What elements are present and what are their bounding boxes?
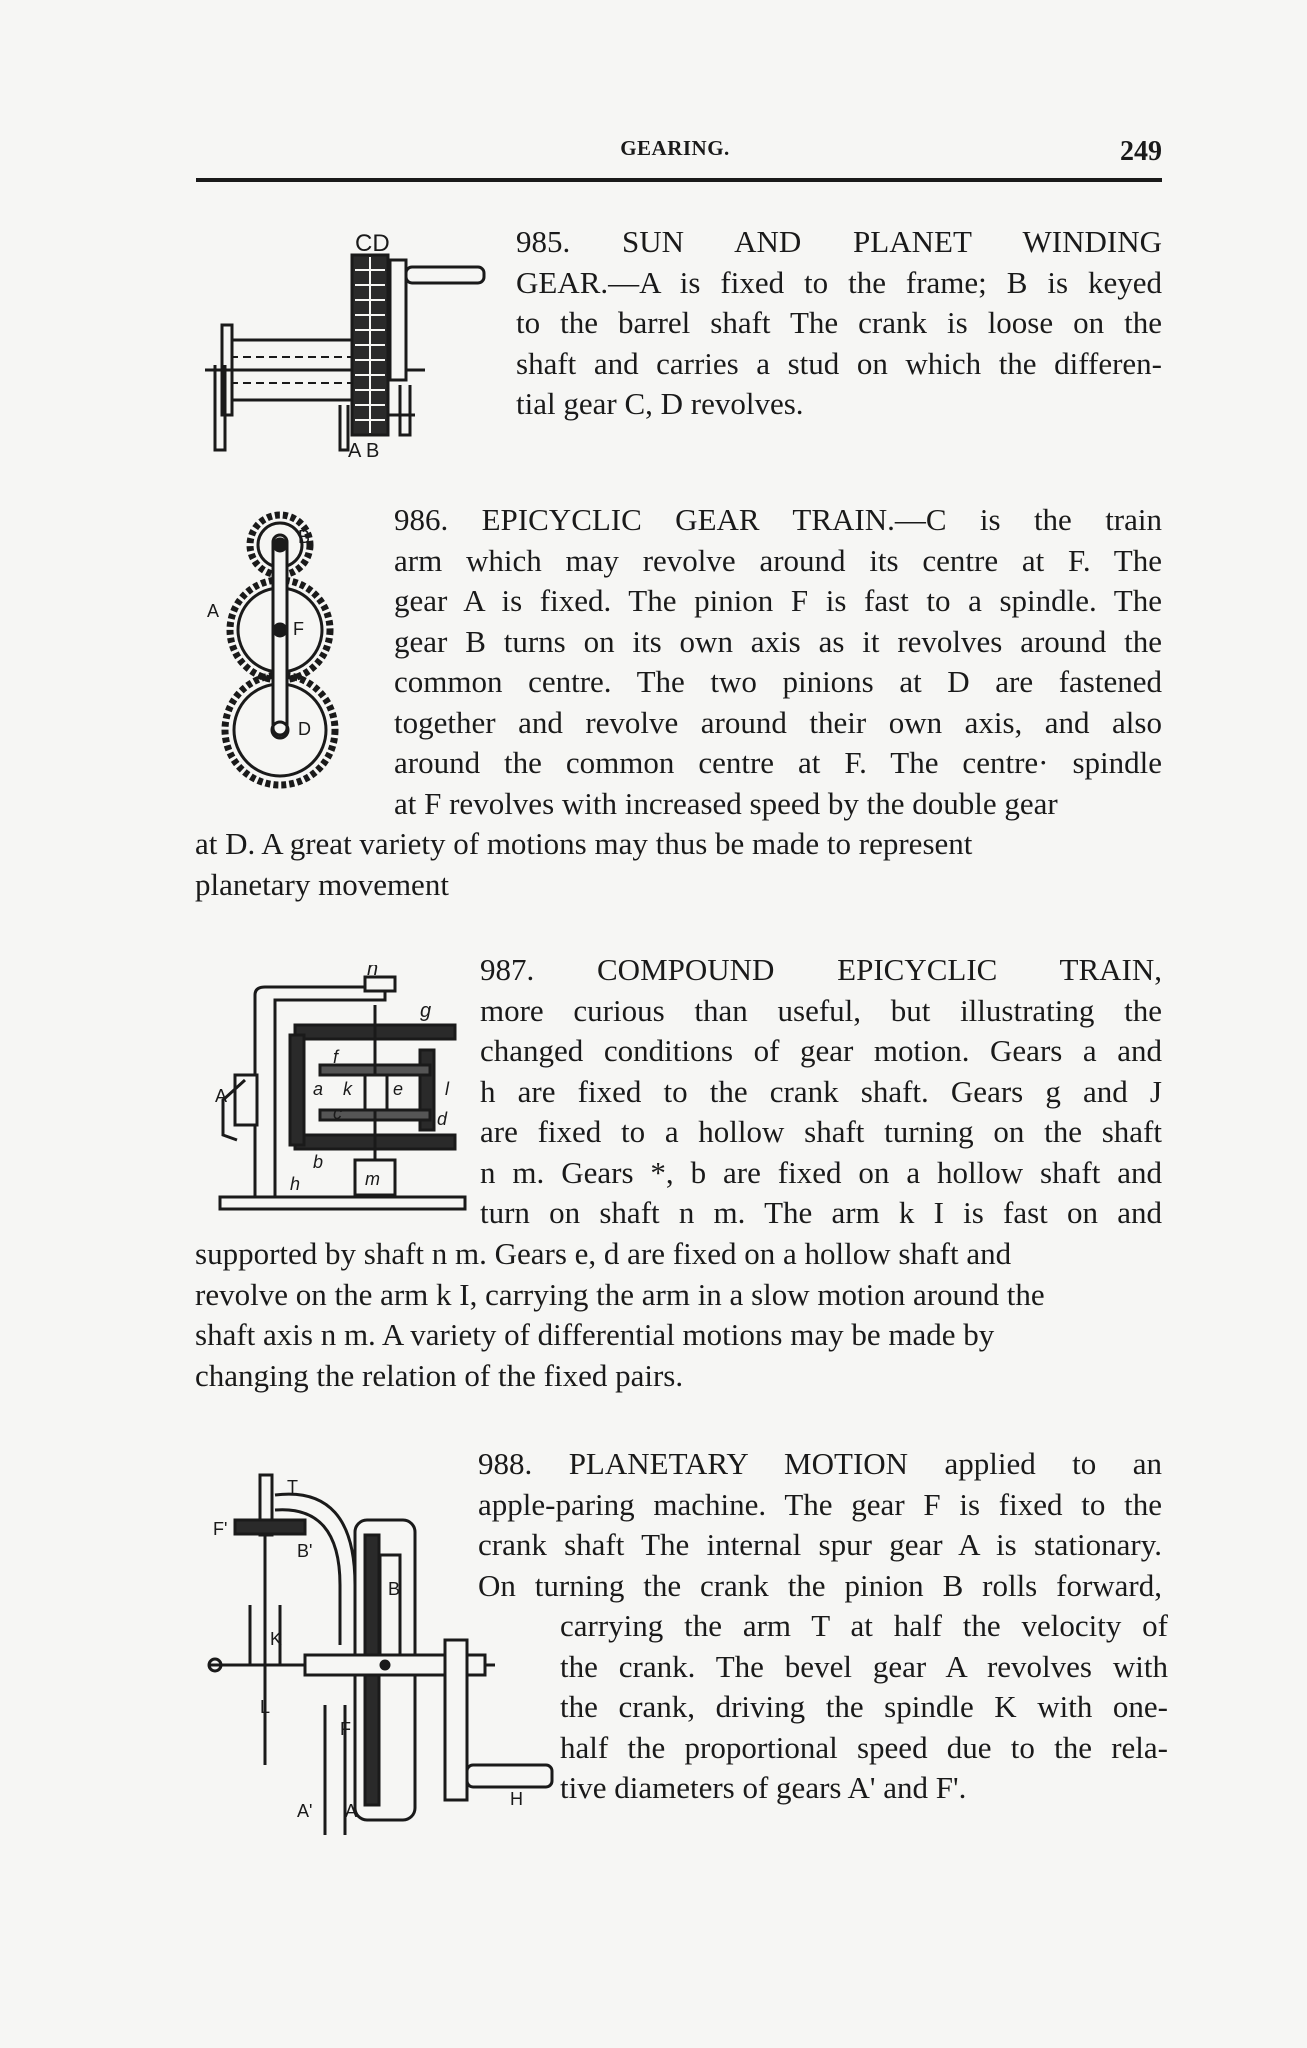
figure-986-epicyclic-train [205, 495, 355, 795]
text-line: shaft axis n m. A variety of differential motions may be made by [195, 1317, 995, 1352]
fig988-label-b-prime: B' [297, 1541, 313, 1561]
text-line: to the barrel shaft The crank is loose on the [516, 305, 1162, 340]
fig987-label-m: m [365, 1169, 380, 1189]
fig986-label-b: B [298, 527, 311, 547]
text-line: at F revolves with increased speed by the double gear [394, 785, 1058, 821]
fig988-label-b: B [388, 1579, 401, 1599]
paragraph-988-continued [560, 1606, 1168, 1809]
fig988-label-h: H [510, 1789, 523, 1809]
fig986-label-f: F [293, 619, 304, 639]
fig988-label-k: K [270, 1629, 283, 1649]
text-line: around the common centre at F. The centre· spindle [394, 745, 1162, 780]
fig987-label-h: h [290, 1174, 301, 1194]
fig985-label-cd: CD [355, 230, 390, 257]
figure-985-winding-gear [200, 225, 500, 465]
text-line: arm which may revolve around its centre at F. The [394, 542, 1162, 578]
fig987-label-e: e [393, 1079, 404, 1099]
page-number: 249 [1120, 136, 1162, 167]
text-line: revolve on the arm k I, carrying the arm in a slow motion around the [195, 1276, 1045, 1312]
header-rule [196, 178, 1162, 182]
fig987-label-a: a [313, 1079, 324, 1099]
text-line: changed conditions of gear motion. Gears a and [480, 1033, 1162, 1068]
text-line: the crank, driving the spindle K with one- [560, 1689, 1168, 1724]
fig987-label-n: n [367, 965, 379, 980]
fig986-label-d: D [298, 719, 311, 739]
text-line: On turning the crank the pinion B rolls forward, [478, 1567, 1162, 1603]
text-line: together and revolve around their own axis, and also [394, 704, 1162, 740]
text-line: half the proportional speed due to the rela- [560, 1729, 1168, 1765]
text-line: are fixed to a hollow shaft turning on the shaft [480, 1114, 1162, 1149]
text-line: more curious than useful, but illustrating the [480, 992, 1162, 1028]
fig988-label-t: T [287, 1477, 298, 1497]
fig985-label-a: A [348, 440, 362, 462]
text-line: h are fixed to the crank shaft. Gears g and J [480, 1073, 1162, 1109]
text-line: planetary movement [195, 866, 449, 902]
text-line: supported by shaft n m. Gears e, d are fixed on a hollow shaft and [195, 1236, 1012, 1271]
running-header: GEARING. [620, 136, 730, 160]
text-line: GEAR.—A is fixed to the frame; B is keyed [516, 264, 1162, 300]
text-line: the crank. The bevel gear A revolves with [560, 1648, 1168, 1684]
fig987-label-g: g [420, 1000, 432, 1022]
fig987-label-l: l [445, 1079, 449, 1099]
fig988-label-f-prime: F' [213, 1519, 228, 1539]
text-line: common centre. The two pinions at D are fastened [394, 664, 1162, 699]
paragraph-986-continued [195, 824, 1162, 905]
text-line: 986. EPICYCLIC GEAR TRAIN.—C is the train [394, 502, 1162, 537]
text-line: 988. PLANETARY MOTION applied to an [478, 1446, 1162, 1481]
text-line: turn on shaft n m. The arm k I is fast on and [480, 1195, 1162, 1230]
paragraph-985 [516, 222, 1162, 425]
text-line: tive diameters of gears A' and F'. [560, 1770, 967, 1805]
text-line: 987. COMPOUND EPICYCLIC TRAIN, [480, 952, 1162, 987]
fig987-label-d: d [437, 1109, 448, 1129]
fig988-label-l: L [260, 1697, 271, 1717]
paragraph-987 [480, 950, 1162, 1234]
fig987-label-f: f [333, 1047, 339, 1067]
text-line: crank shaft The internal spur gear A is stationary. [478, 1527, 1162, 1562]
fig986-label-a: A [207, 601, 220, 621]
text-line: gear A is fixed. The pinion F is fast to a spindle. The [394, 583, 1162, 618]
fig987-label-b: b [313, 1152, 324, 1172]
text-line: at D. A great variety of motions may thus be made to represent [195, 826, 973, 861]
text-line: tial gear C, D revolves. [516, 386, 804, 421]
fig988-label-f: F [340, 1719, 351, 1739]
fig987-label-c: c [333, 1103, 342, 1123]
text-line: changing the relation of the fixed pairs. [195, 1357, 684, 1393]
text-line: 985. SUN AND PLANET WINDING [516, 224, 1162, 259]
text-line: shaft and carries a stud on which the differen- [516, 345, 1162, 381]
text-line: carrying the arm T at half the velocity of [560, 1608, 1168, 1643]
text-line: n m. Gears *, b are fixed on a hollow shaft and [480, 1154, 1162, 1190]
fig988-label-a: A [345, 1801, 358, 1821]
text-line: apple-paring machine. The gear F is fixed to the [478, 1486, 1162, 1522]
fig987-label-a-upper: A [215, 1086, 228, 1106]
figure-987-compound-epicyclic [215, 965, 470, 1220]
fig985-label-b: B [366, 440, 380, 462]
text-line: gear B turns on its own axis as it revolves around the [394, 623, 1162, 659]
paragraph-987-continued [195, 1234, 1162, 1396]
paragraph-986 [394, 500, 1162, 824]
paragraph-988 [478, 1444, 1162, 1606]
fig988-label-a-prime: A' [297, 1801, 313, 1821]
fig987-label-k: k [343, 1079, 352, 1099]
